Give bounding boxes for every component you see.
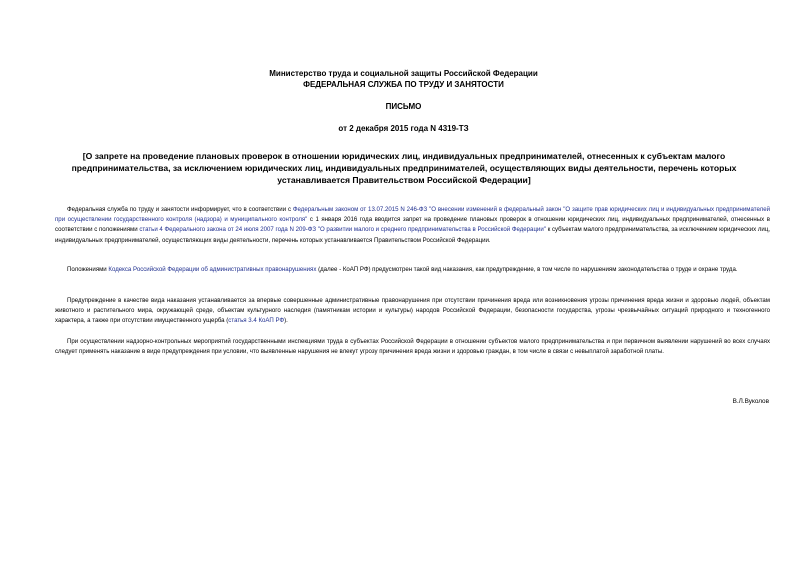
paragraph-1-text-1: Федеральная служба по труду и занятости информирует, что в соответствии с [67, 206, 293, 213]
paragraph-2-text-1: Положениями [67, 266, 109, 273]
ministry-name: Министерство труда и социальной защиты Российской Федерации [269, 69, 538, 78]
law-246-fz-link[interactable]: Федеральным законом от 13.07.2015 N 246-ФЗ "О внесении изменений в федеральный закон "О защите прав юридических лиц и индивидуальных предпринимателей при осуществлении государственного контроля (надзора) и муниципального контроля" [55, 206, 770, 224]
paragraph-3-text-1: Предупреждение в качестве вида наказания устанавливается за впервые совершенные административные правонарушения при отсутствии причинения вреда или возникновения угрозы причинения вреда жизни и здоровью людей, объектам животного и растительного мира, окружающей среде, объектам культурного наследия (памятникам истории и культуры) народов Российской Федерации, безопасности государства, угрозы чрезвычайных ситуаций природного и техногенного характера, а также при отсутствии имущественного ущерба ( [55, 297, 770, 325]
paragraph-3-text-2: ). [284, 317, 288, 325]
koap-code-link[interactable]: Кодекса Российской Федерации об административных правонарушениях [108, 266, 317, 273]
document-date-number: от 2 декабря 2015 года N 4319-ТЗ [338, 124, 469, 133]
paragraph-3 [55, 296, 770, 327]
document-type: ПИСЬМО [385, 102, 422, 111]
paragraph-1 [55, 205, 770, 246]
law-209-fz-article-4-link[interactable]: статьи 4 Федерального закона от 24 июля 2007 года N 209-ФЗ "О развитии малого и среднего предпринимательства в Российской Федерации" [139, 226, 546, 234]
paragraph-2-text-2: (далее - КоАП РФ) предусмотрен такой вид наказания, как предупреждение, в том числе по нарушениям законодательства о труде и охране труда. [316, 266, 738, 273]
paragraph-2 [55, 265, 770, 275]
paragraph-1-text-2: с 1 января 2016 года вводится запрет на проведение плановых проверок в отношении юридических лиц, индивидуальных предпринимателей, отнесенных в соответствии с положениями [55, 216, 770, 234]
koap-article-3-4-link[interactable]: статья 3.4 КоАП РФ [228, 317, 285, 325]
paragraph-4 [55, 337, 770, 357]
paragraph-1-text-3: к субъектам малого предпринимательства, за исключением юридических лиц, индивидуальных предпринимателей, осуществляющих виды деятельности, перечень которых устанавливается Правительством Российской Федерации. [55, 226, 770, 244]
paragraph-4-text-1: При осуществлении надзорно-контрольных мероприятий государственными инспекциями труда в субъектах Российской Федерации в отношении субъектов малого предпринимательства и при первичном выявлении нарушений во всех случаях следует применять наказание в виде предупреждения при условии, что выявленные нарушения не влекут угрозу причинения вреда жизни и здоровью граждан, в том числе в связи с невыплатой заработной платы. [55, 338, 770, 356]
signature: В.Л.Вуколов [732, 398, 769, 405]
document-title: [О запрете на проведение плановых проверок в отношении юридических лиц, индивидуальных предпринимателей, отнесенных к субъектам малого предпринимательства, за исключением юридических лиц, индивидуальных предпринимателей, осуществляющих виды деятельности, перечень которых устанавливается Правительством Российской Федерации] [71, 151, 737, 185]
service-name: ФЕДЕРАЛЬНАЯ СЛУЖБА ПО ТРУДУ И ЗАНЯТОСТИ [303, 80, 504, 89]
